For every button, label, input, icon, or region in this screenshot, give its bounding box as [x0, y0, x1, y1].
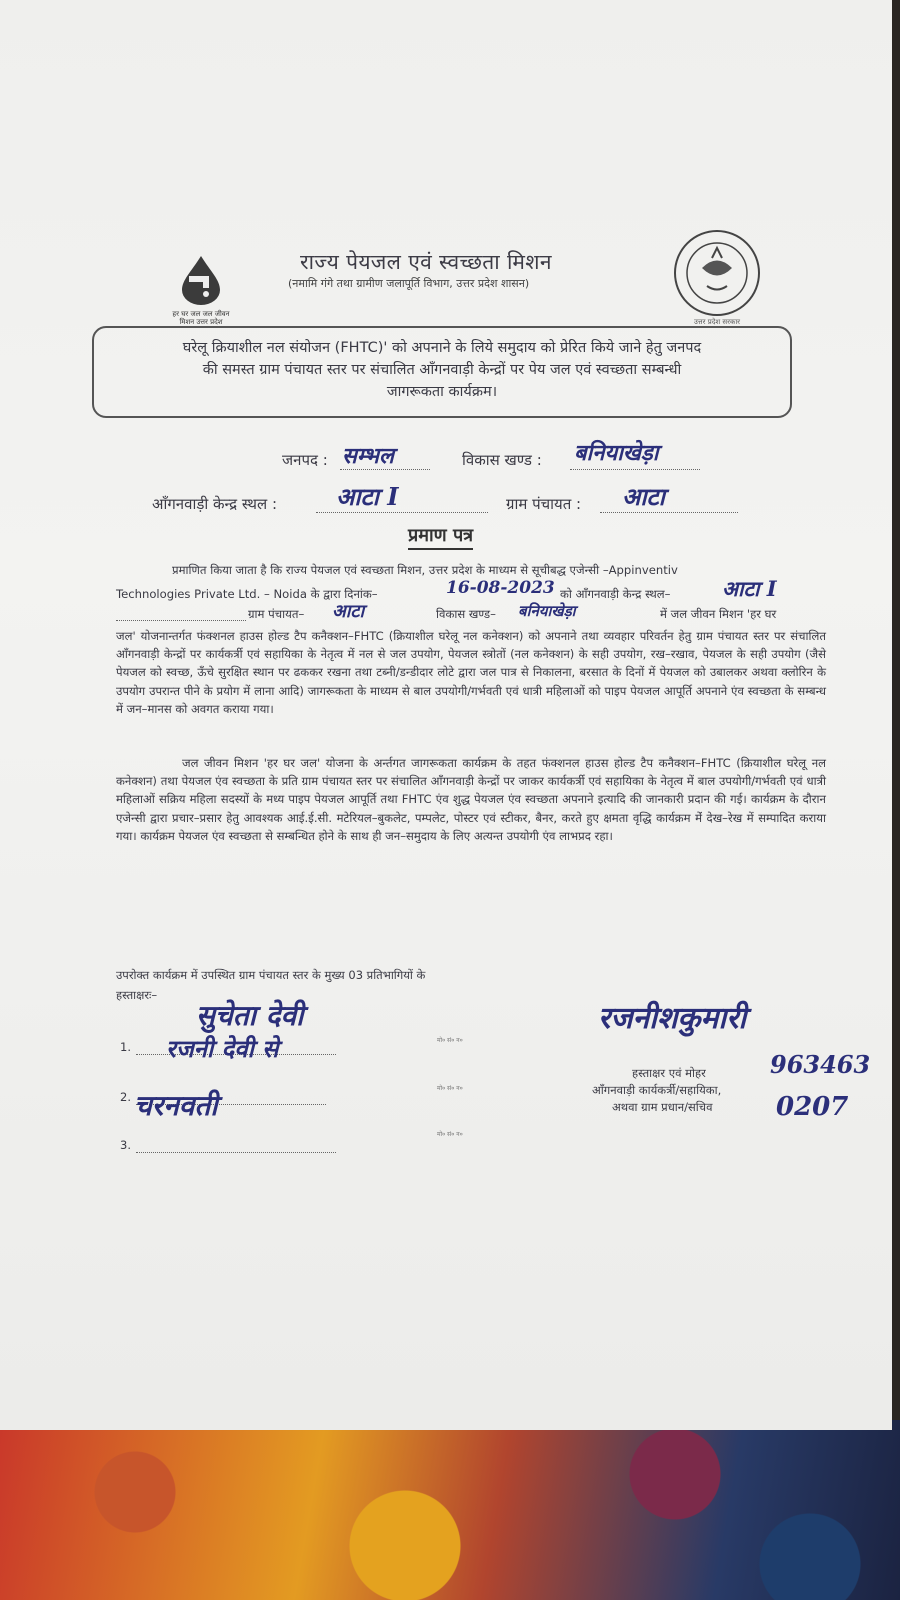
gram-panchayat-label: ग्राम पंचायत :	[506, 495, 582, 513]
participant-number-2: 2.	[120, 1090, 131, 1104]
participant-signature-2: चरनवती	[134, 1089, 218, 1122]
block-value: बनियाखेड़ा	[574, 440, 659, 466]
program-banner	[92, 326, 792, 418]
mission-subtitle: (नमामि गंगे तथा ग्रामीण जलापूर्ति विभाग, उत्तर प्रदेश शासन)	[288, 277, 530, 290]
para1-block-value: बनियाखेड़ा	[518, 602, 576, 620]
para1-line2a: Technologies Private Ltd. – Noida के द्वारा दिनांक–	[116, 587, 378, 601]
para1-dots	[116, 620, 246, 621]
participant-number-3: 3.	[120, 1138, 131, 1152]
seal-caption: उत्तर प्रदेश सरकार	[693, 318, 741, 326]
anganwadi-center-value: आटा I	[336, 482, 399, 511]
logo-caption: हर घर जल जल जीवन मिशन उत्तर प्रदेश	[172, 310, 230, 326]
mobile-label-1: मो० सं० न०	[437, 1037, 463, 1044]
para1-body: जल' योजनान्तर्गत फंक्शनल हाउस होल्ड टैप कनैक्शन–FHTC (क्रियाशील घरेलू नल कनेक्शन) को अपनाने तथा व्यवहार परिवर्तन हेतु ग्राम पंचायत स्तर पर संचालित आँगनवाड़ी केन्द्रों पर कार्यकर्त्री एवं सहायिका के नेतृत्व में नल से जल उपयोग, पेयजल स्त्रोतों (नल कनेक्शन) के सही उपयोग, रख–रखाव, पेयजल के सही उपयोग (जैसे पेयजल को स्वच्छ, ऊँचे सुरक्षित स्थान पर ढककर रखना तथा टब्नी/डन्डीदार लोटे द्वारा जल पात्र से निकालना, बरसात के दिनों में पेयजल को उबालकर अथवा क्लोरिन के उपयोग उपरान्त पीने के प्रयोग में लाना आदि) जागरूकता के माध्यम से बाल उपयोगी/गर्भवती एवं धात्री महिलाओं को पाइप पेयजल आपूर्ति अपनाने एंव स्वच्छता के सम्बन्ध में जन–मानस को अवगत कराया गया।	[116, 629, 826, 716]
banner-line-2: की समस्त ग्राम पंचायत स्तर पर संचालित आँगनवाड़ी केन्द्रों पर पेय जल एवं स्वच्छता सम्बन्धी	[202, 362, 682, 378]
participants-sign-label: हस्ताक्षरः–	[116, 988, 158, 1002]
para1-line2b: को आँगनवाड़ी केन्द्र स्थल–	[560, 587, 671, 601]
gram-panchayat-value: आटा	[622, 482, 665, 511]
participant-signature-1: रजनी देवी से	[166, 1034, 279, 1063]
up-government-seal-icon	[672, 228, 762, 318]
district-value: सम्भल	[342, 443, 394, 469]
para1-block-label: विकास खण्ड–	[436, 607, 496, 621]
participant-signature-0: सुचेता देवी	[196, 999, 304, 1032]
certificate-title: प्रमाण पत्र	[408, 523, 473, 550]
background-cloth	[0, 1420, 900, 1600]
phone-number-part-2: 0207	[776, 1092, 849, 1122]
district-label: जनपद :	[282, 451, 328, 469]
program-date: 16-08-2023	[446, 578, 555, 598]
phone-number-part-1: 963463	[770, 1050, 871, 1079]
para2-body: जल जीवन मिशन 'हर घर जल' योजना के अर्न्तगत जागरूकता कार्यक्रम के तहत फंक्शनल हाउस होल्ड टैप कनैक्शन–FHTC (क्रियाशील घरेलू नल कनेक्शन) तथा पेयजल एंव स्वच्छता के प्रति ग्राम पंचायत स्तर पर संचालित आँगनवाड़ी केन्द्रों पर जाकर कार्यकर्त्री एवं सहायिका के नेतृत्व में बाल उपयोगी/गर्भवती एवं धात्री महिलाओं सक्रिय महिला सदस्यों के मध्य पाइप पेयजल आपूर्ति तथा FHTC एंव शुद्ध पेयजल एंव स्वच्छता अपनाने इत्यादि की जानकारी प्रदान की गई। कार्यक्रम के दौरान एजेन्सी द्वारा प्रचार–प्रसार हेतु आवश्यक आई.ई.सी. मटेरियल–बुकलेट, पम्पलेट, पोस्टर एवं स्टीकर, बैनर, करते हुए क्षमता वृद्धि कार्यक्रम मेंं देख–रेख में सम्पादित कराया गया। कार्यक्रम पेयजल एंव स्वच्छता से सम्बन्धित होने के साथ ही जन–समुदाय के लिए अत्यन्त उपयोगी एंव लाभप्रद रहा।	[116, 756, 826, 843]
para1-panchayat-label: ग्राम पंचायत–	[248, 607, 305, 621]
mobile-label-3: मो० सं० न०	[437, 1131, 463, 1138]
anganwadi-worker-signature: रजनीशकुमारी	[598, 1001, 747, 1036]
worker-role-line-1: आँगनवाड़ी कार्यकर्त्री/सहायिका,	[592, 1083, 722, 1097]
panchayat-line	[600, 512, 738, 513]
para1-center-value: आटा I	[722, 576, 777, 601]
para1-panchayat-value: आटा	[332, 601, 365, 622]
participant-number-1: 1.	[120, 1040, 131, 1054]
mission-title: राज्य पेयजल एवं स्वच्छता मिशन	[300, 250, 552, 274]
banner-line-3: जागरूकता कार्यक्रम।	[386, 384, 498, 400]
para1-line1: प्रमाणित किया जाता है कि राज्य पेयजल एवं स्वच्छता मिशन, उत्तर प्रदेश के माध्यम से सूचीबद्ध एजेन्सी –Appinventiv	[172, 563, 678, 577]
water-drop-icon	[176, 254, 226, 306]
har-ghar-jal-logo	[166, 254, 236, 326]
participant-line-3	[136, 1152, 336, 1153]
anganwadi-center-label: आँगनवाड़ी केन्द्र स्थल :	[152, 495, 278, 513]
mobile-label-2: मो० सं० न०	[437, 1085, 463, 1092]
participants-intro: उपरोक्त कार्यक्रम में उपस्थित ग्राम पंचायत स्तर के मुख्य 03 प्रतिभागियों के	[116, 968, 426, 982]
worker-role-line-2: अथवा ग्राम प्रधान/सचिव	[612, 1100, 713, 1114]
banner-line-1: घरेलू क्रियाशील नल संयोजन (FHTC)' को अपनाने के लिये समुदाय को प्रेरित किये जाने हेतु जनपद	[182, 340, 702, 356]
sign-and-seal-label: हस्ताक्षर एवं मोहर	[632, 1066, 706, 1080]
block-line	[570, 469, 700, 470]
para1-line3-end: में जल जीवन मिशन 'हर घर	[660, 607, 777, 621]
block-label: विकास खण्ड :	[462, 451, 542, 469]
